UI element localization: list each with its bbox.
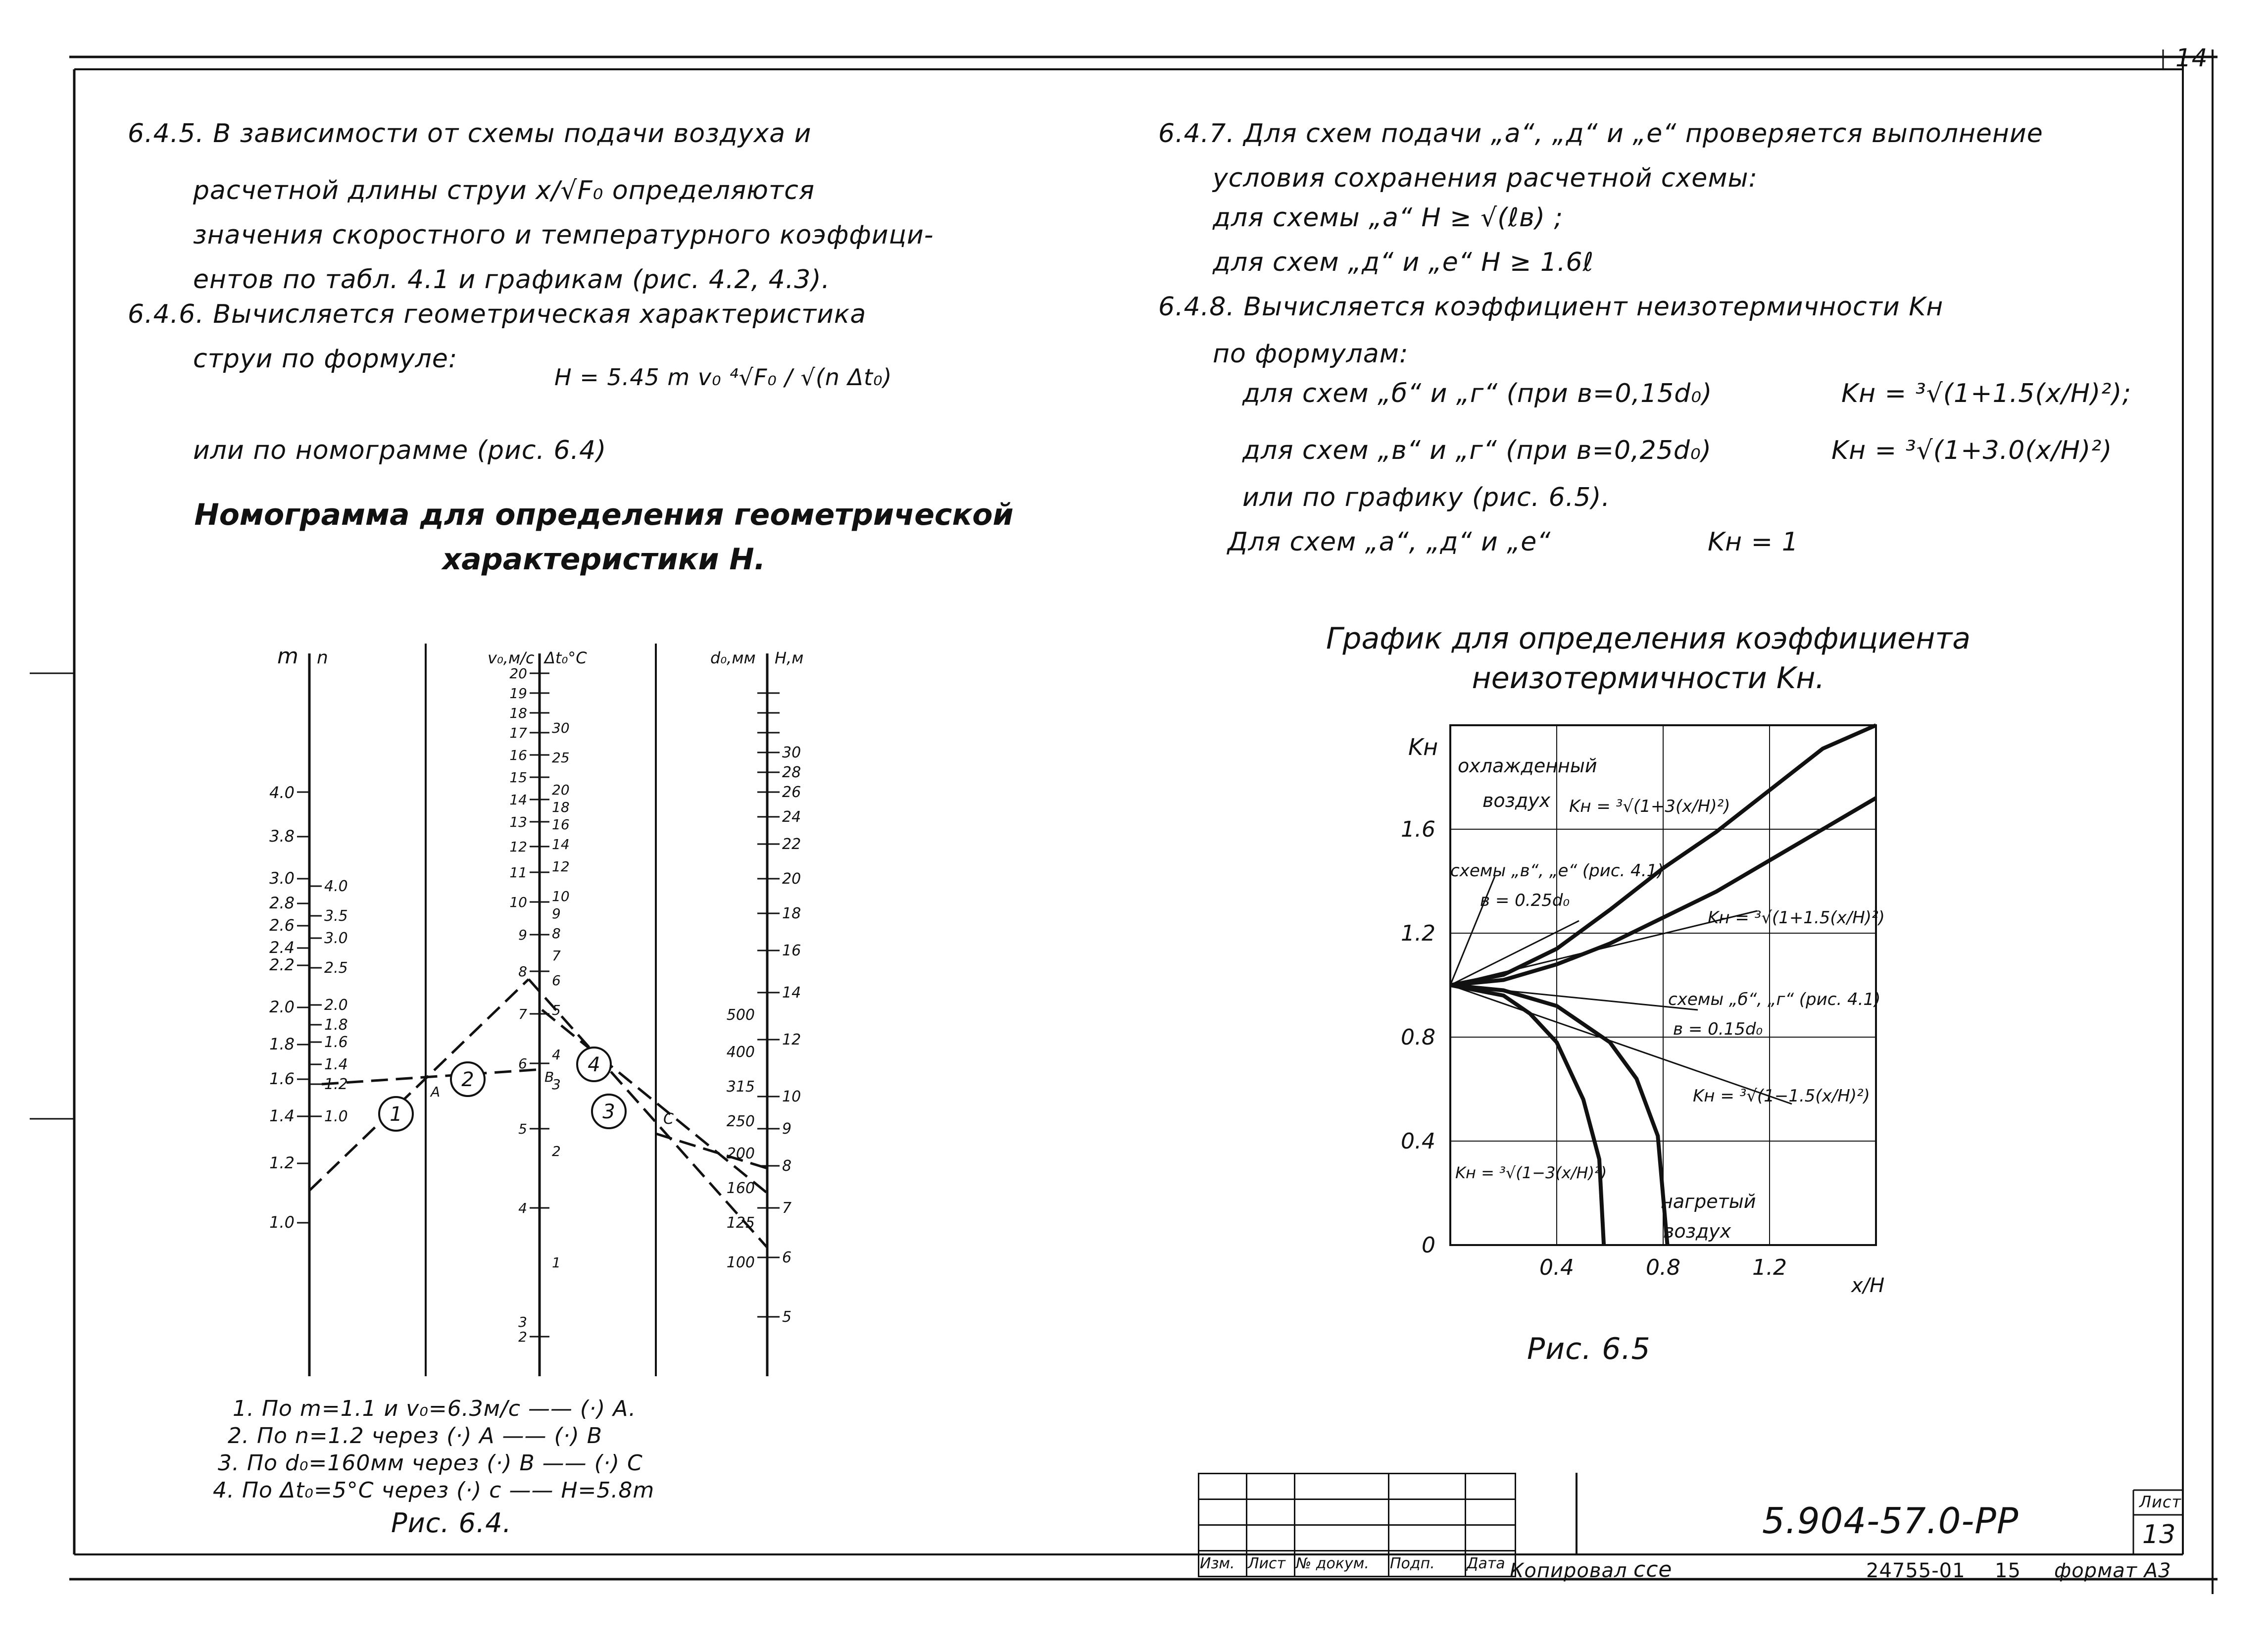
scale-H-label: 28 (782, 764, 801, 781)
scale-dt-label: 2 (552, 1143, 561, 1159)
scale-m-label: 2.0 (269, 998, 295, 1016)
scale-m-label: 1.2 (269, 1153, 295, 1172)
kn-chart-ylabel: Kн (1408, 734, 1438, 760)
scale-v-label: 17 (509, 725, 527, 741)
scale-dt-label: 1 (552, 1254, 561, 1271)
scale-v-label: 8 (518, 963, 527, 980)
scale-d-label: 250 (726, 1113, 755, 1130)
scale-dt-label: 4 (552, 1047, 561, 1063)
scale-m-label: 2.4 (269, 938, 295, 957)
sheet-number: 13 (2142, 1520, 2176, 1549)
point-C: C (663, 1110, 674, 1128)
scale-n-label: 1.0 (324, 1108, 348, 1125)
label-eq-dn15: Kн = ³√(1−1.5(x/H)²) (1693, 1086, 1870, 1106)
step-marker-1-label: 1 (390, 1103, 402, 1126)
scale-d-label: 100 (726, 1254, 755, 1271)
label-cooled-air: охлажденный (1458, 755, 1597, 777)
scale-m-label: 1.8 (269, 1035, 295, 1053)
scale-m-label: 3.8 (269, 827, 295, 846)
scale-v-label: 20 (509, 665, 527, 682)
scale-H-label: 14 (782, 984, 801, 1001)
graph-title-line1: График для определения коэффициента (1326, 621, 1971, 656)
scale-H-label: 5 (782, 1308, 792, 1326)
header-H: H,м (775, 649, 804, 667)
scale-n-label: 1.4 (324, 1056, 348, 1073)
label-cooled-air-2: воздух (1482, 790, 1551, 811)
kn-ytick-label: 0 (1422, 1233, 1435, 1258)
label-heated-air-2: воздух (1663, 1220, 1731, 1242)
scale-dt-label: 3 (552, 1076, 561, 1093)
copied-label: Копировал (1510, 1559, 1627, 1582)
copied-sign: ccе (1633, 1557, 1673, 1582)
label-b015: в = 0.15d₀ (1673, 1019, 1763, 1039)
scale-n-label: 1.2 (324, 1076, 348, 1093)
nomogram-caption: Рис. 6.4. (391, 1507, 512, 1539)
scale-v-label: 7 (518, 1006, 527, 1022)
nomogram-title-line2: характеристики H. (442, 542, 766, 577)
scale-n-label: 1.8 (324, 1016, 348, 1034)
scale-d-label: 315 (726, 1078, 755, 1096)
nomogram-title-line1: Номограмма для определения геометрической (194, 498, 1014, 532)
para-645-line3: значения скоростного и температурного коэффици- (193, 220, 934, 250)
step-marker-3-label: 3 (602, 1100, 615, 1123)
scale-d-label: 160 (726, 1180, 755, 1197)
scale-v-label: 16 (509, 747, 527, 763)
para-647-line2: условия сохранения расчетной схемы: (1213, 163, 1758, 193)
label-eq-dn3: Kн = ³√(1−3(x/H)²) (1455, 1163, 1607, 1182)
tb-col-doc: № докум. (1295, 1551, 1389, 1577)
order-sub: 15 (1995, 1559, 2021, 1582)
scale-H-label: 26 (782, 784, 801, 801)
scale-H-label: 7 (782, 1199, 792, 1217)
scale-dt-label: 6 (552, 972, 561, 989)
scale-dt-label: 10 (552, 888, 570, 904)
scale-d-label: 200 (726, 1145, 755, 1162)
scale-dt-label: 25 (552, 750, 570, 766)
scale-d-label: 125 (726, 1214, 755, 1232)
header-v: v₀,м/с (488, 649, 535, 667)
label-scheme-v: схемы „в“, „е“ (рис. 4.1) (1450, 861, 1664, 881)
scale-H-label: 9 (782, 1120, 792, 1138)
header-n: n (317, 648, 328, 668)
scale-d-label: 500 (726, 1006, 755, 1024)
scale-H-label: 16 (782, 942, 801, 959)
scale-n-label: 4.0 (324, 878, 348, 895)
format-label: формат А3 (2054, 1559, 2171, 1582)
label-b025: в = 0.25d₀ (1480, 891, 1570, 910)
scale-H-label: 22 (782, 836, 801, 853)
para-648-line6: Для схем „а“, „д“ и „е“ (1228, 527, 1551, 557)
scale-v-label: 2 (518, 1329, 527, 1345)
para-645-line4: ентов по табл. 4.1 и графикам (рис. 4.2, 4.3). (193, 265, 831, 295)
scale-n-label: 2.5 (324, 959, 348, 977)
scale-v-label: 4 (518, 1200, 527, 1216)
scale-dt-label: 9 (552, 905, 561, 922)
sheet-label: Лист (2139, 1493, 2182, 1511)
scale-m-label: 2.6 (269, 916, 295, 935)
scale-dt-label: 18 (552, 799, 570, 815)
header-d: d₀,мм (710, 649, 756, 667)
nomogram-step-1: 1. По m=1.1 и v₀=6.3м/с —— (·) A. (233, 1396, 637, 1421)
scale-dt-label: 30 (552, 720, 570, 736)
scale-H-label: 18 (782, 905, 801, 922)
scale-dt-label: 5 (552, 1002, 561, 1018)
kn-ytick-label: 1.2 (1401, 921, 1435, 946)
graph-title-line2: неизотермичности Kн. (1472, 661, 1825, 696)
scale-v-label: 3 (518, 1314, 527, 1330)
scale-H-label: 20 (782, 870, 801, 888)
para-648-line2: по формулам: (1213, 339, 1409, 369)
para-647-line3: для схемы „а“ H ≥ √(ℓв) ; (1213, 203, 1564, 233)
nomogram-step-4: 4. По Δt₀=5°C через (·) c —— H=5.8m (213, 1478, 655, 1503)
sheet-corner-number: 14 (2175, 44, 2208, 72)
para-648-line5: или по графику (рис. 6.5). (1242, 483, 1611, 512)
order-number: 24755-01 (1866, 1559, 1966, 1582)
para-647-line1: 6.4.7. Для схем подачи „а“, „д“ и „е“ проверяется выполнение (1158, 119, 2043, 149)
formula-kn-b: Kн = ³√(1+1.5(x/H)²); (1841, 379, 2131, 408)
scale-dt-label: 20 (552, 782, 570, 798)
scale-v-label: 6 (518, 1055, 527, 1072)
scale-H-label: 24 (782, 808, 801, 826)
scale-m-label: 4.0 (269, 783, 295, 802)
scale-m-label: 3.0 (269, 869, 295, 888)
header-m: m (277, 644, 298, 669)
scale-m-label: 1.0 (269, 1213, 295, 1232)
para-648-line4: для схем „в“ и „г“ (при в=0,25d₀) (1242, 436, 1712, 465)
para-646-line2: струи по формуле: (193, 344, 458, 374)
scale-n-label: 2.0 (324, 997, 348, 1014)
scale-v-label: 10 (509, 894, 527, 910)
scale-n-label: 3.5 (324, 907, 348, 925)
para-647-line4: для схем „д“ и „е“ H ≥ 1.6ℓ (1213, 248, 1594, 277)
scale-v-label: 18 (509, 705, 527, 721)
nomogram-step-3: 3. По d₀=160мм через (·) B —— (·) C (218, 1450, 643, 1476)
point-B: B (544, 1069, 554, 1085)
scale-v-label: 5 (518, 1121, 527, 1137)
scale-H-label: 8 (782, 1157, 792, 1175)
formula-H: H = 5.45 m v₀ ⁴√F₀ / √(n Δt₀) (554, 364, 892, 391)
tb-col-sign: Подп. (1389, 1551, 1466, 1577)
scale-m-label: 1.6 (269, 1069, 295, 1088)
scale-v-label: 12 (509, 839, 527, 855)
scale-v-label: 19 (509, 685, 527, 701)
scale-H-label: 12 (782, 1031, 801, 1049)
scale-v-label: 11 (509, 864, 527, 881)
scale-v-label: 15 (509, 769, 527, 786)
label-scheme-b: схемы „б“, „г“ (рис. 4.1) (1668, 990, 1881, 1009)
label-heated-air: нагретый (1661, 1191, 1756, 1212)
para-645-line1: 6.4.5. В зависимости от схемы подачи воздуха и (128, 119, 812, 149)
tb-col-date: Дата (1466, 1551, 1516, 1577)
nomogram-step-2: 2. По n=1.2 через (·) A —— (·) B (228, 1423, 602, 1449)
kn-xtick-label: 1.2 (1752, 1255, 1787, 1280)
scale-m-label: 2.2 (269, 955, 295, 974)
tb-col-list: Лист (1247, 1551, 1295, 1577)
kn-ytick-label: 0.4 (1401, 1129, 1435, 1154)
step-marker-4-label: 4 (588, 1053, 600, 1076)
scale-dt-label: 16 (552, 816, 570, 833)
scale-m-label: 1.4 (269, 1106, 295, 1125)
para-648-line1: 6.4.8. Вычисляется коэффициент неизотермичности Kн (1158, 292, 1944, 322)
kn-xtick-label: 0.4 (1539, 1255, 1574, 1280)
scale-dt-label: 12 (552, 858, 570, 875)
label-eq-up15: Kн = ³√(1+1.5(x/H)²) (1708, 908, 1885, 928)
doc-code: 5.904-57.0-PP (1762, 1500, 2019, 1542)
scale-dt-label: 7 (552, 948, 561, 964)
para-645-line2: расчетной длины струи x/√F₀ определяются (193, 176, 815, 205)
scale-v-label: 14 (509, 792, 527, 808)
para-646-tail: или по номограмме (рис. 6.4) (193, 436, 607, 465)
scale-d-label: 400 (726, 1044, 755, 1061)
label-eq-up3: Kн = ³√(1+3(x/H)²) (1569, 797, 1730, 816)
kn-xtick-label: 0.8 (1646, 1255, 1680, 1280)
para-648-line3: для схем „б“ и „г“ (при в=0,15d₀) (1242, 379, 1713, 408)
kn-chart-xlabel: x/H (1851, 1274, 1885, 1297)
step-marker-2-label: 2 (461, 1068, 474, 1091)
scale-v-label: 13 (509, 814, 527, 830)
header-dt: Δt₀°C (544, 649, 587, 667)
kn-chart-caption: Рис. 6.5 (1527, 1332, 1651, 1366)
kn-ytick-label: 1.6 (1401, 817, 1435, 842)
kn-ytick-label: 0.8 (1401, 1025, 1435, 1050)
scale-H-label: 30 (782, 744, 801, 761)
formula-kn-a: Kн = 1 (1708, 527, 1799, 557)
formula-kn-v: Kн = ³√(1+3.0(x/H)²) (1831, 436, 2113, 465)
scale-n-label: 3.0 (324, 930, 348, 947)
para-646-line1: 6.4.6. Вычисляется геометрическая характеристика (128, 300, 867, 329)
scale-H-label: 6 (782, 1249, 792, 1266)
tb-col-izm: Изм. (1199, 1551, 1247, 1577)
scale-v-label: 9 (518, 927, 527, 943)
scale-dt-label: 8 (552, 925, 561, 942)
scale-dt-label: 14 (552, 836, 570, 852)
scale-H-label: 10 (782, 1088, 801, 1105)
point-A: A (431, 1084, 441, 1100)
scale-n-label: 1.6 (324, 1034, 348, 1051)
scale-m-label: 2.8 (269, 894, 295, 912)
